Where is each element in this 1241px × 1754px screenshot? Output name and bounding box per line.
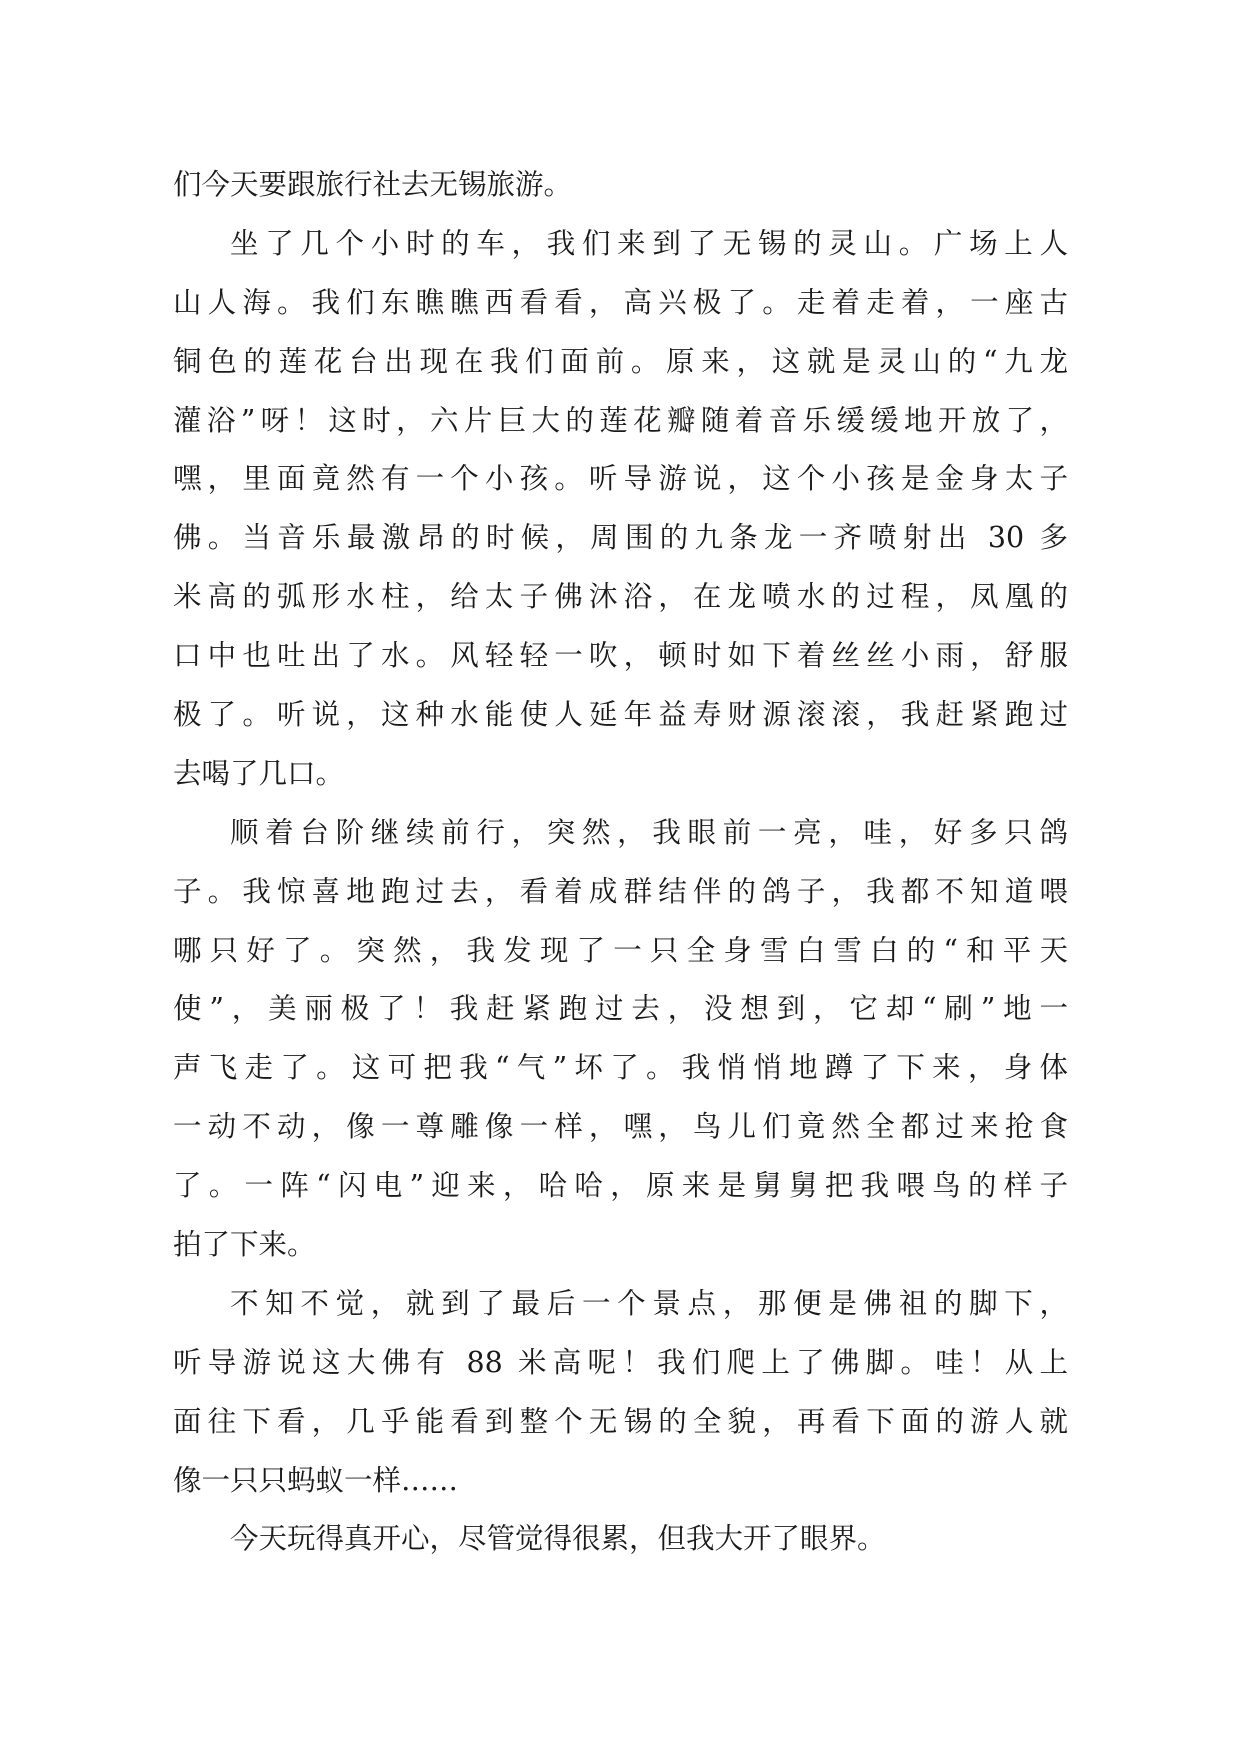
text-line: 灌浴”呀！这时，六片巨大的莲花瓣随着音乐缓缓地开放了， (173, 403, 1068, 437)
text-line: 极了。听说，这种水能使人延年益寿财源滚滚，我赶紧跑过 (173, 698, 1068, 732)
text-line: 面往下看，几乎能看到整个无锡的全貌，再看下面的游人就 (173, 1404, 1068, 1438)
text-line: 佛。当音乐最激昂的时候，周围的九条龙一齐喷射出 30 多 (173, 521, 1068, 555)
text-line: 子。我惊喜地跑过去，看着成群结伴的鸽子，我都不知道喂 (173, 874, 1068, 908)
text-line: 一动不动，像一尊雕像一样，嘿，鸟儿们竟然全都过来抢食 (173, 1110, 1068, 1144)
text-line: 了。一阵“闪电”迎来，哈哈，原来是舅舅把我喂鸟的样子 (173, 1169, 1068, 1203)
paragraph-lingshan-fountain (173, 215, 1068, 804)
text-line: 听导游说这大佛有 88 米高呢！我们爬上了佛脚。哇！从上 (173, 1345, 1068, 1379)
text-line: 山人海。我们东瞧瞧西看看，高兴极了。走着走着，一座古 (173, 285, 1068, 319)
text-line: 像一只只蚂蚁一样…… (173, 1463, 459, 1497)
text-line: 米高的弧形水柱，给太子佛沐浴，在龙喷水的过程，凤凰的 (173, 580, 1068, 614)
text-line: 使”，美丽极了！我赶紧跑过去，没想到，它却“刷”地一 (173, 992, 1068, 1026)
text-line: 口中也吐出了水。风轻轻一吹，顿时如下着丝丝小雨，舒服 (173, 639, 1068, 673)
paragraph-conclusion (173, 1510, 1068, 1569)
text-line: 铜色的莲花台出现在我们面前。原来，这就是灵山的“九龙 (173, 344, 1068, 378)
text-line: 不知不觉，就到了最后一个景点，那便是佛祖的脚下， (230, 1286, 1068, 1320)
paragraph-continued (173, 156, 1068, 215)
paragraph-pigeons (173, 804, 1068, 1275)
text-line: 拍了下来。 (173, 1228, 316, 1262)
text-line: 坐了几个小时的车，我们来到了无锡的灵山。广场上人 (230, 226, 1068, 260)
paragraph-big-buddha (173, 1275, 1068, 1511)
text-line: 声飞走了。这可把我“气”坏了。我悄悄地蹲了下来，身体 (173, 1051, 1068, 1085)
text-line: 嘿，里面竟然有一个小孩。听导游说，这个小孩是金身太子 (173, 462, 1068, 496)
article-body (173, 156, 1068, 1569)
text-line: 哪只好了。突然，我发现了一只全身雪白雪白的“和平天 (173, 933, 1068, 967)
text-line: 们今天要跟旅行社去无锡旅游。 (173, 168, 573, 201)
text-line: 顺着台阶继续前行，突然，我眼前一亮，哇，好多只鸽 (230, 815, 1068, 849)
text-line: 去喝了几口。 (173, 756, 345, 790)
text-line: 今天玩得真开心，尽管觉得很累，但我大开了眼界。 (230, 1522, 886, 1556)
